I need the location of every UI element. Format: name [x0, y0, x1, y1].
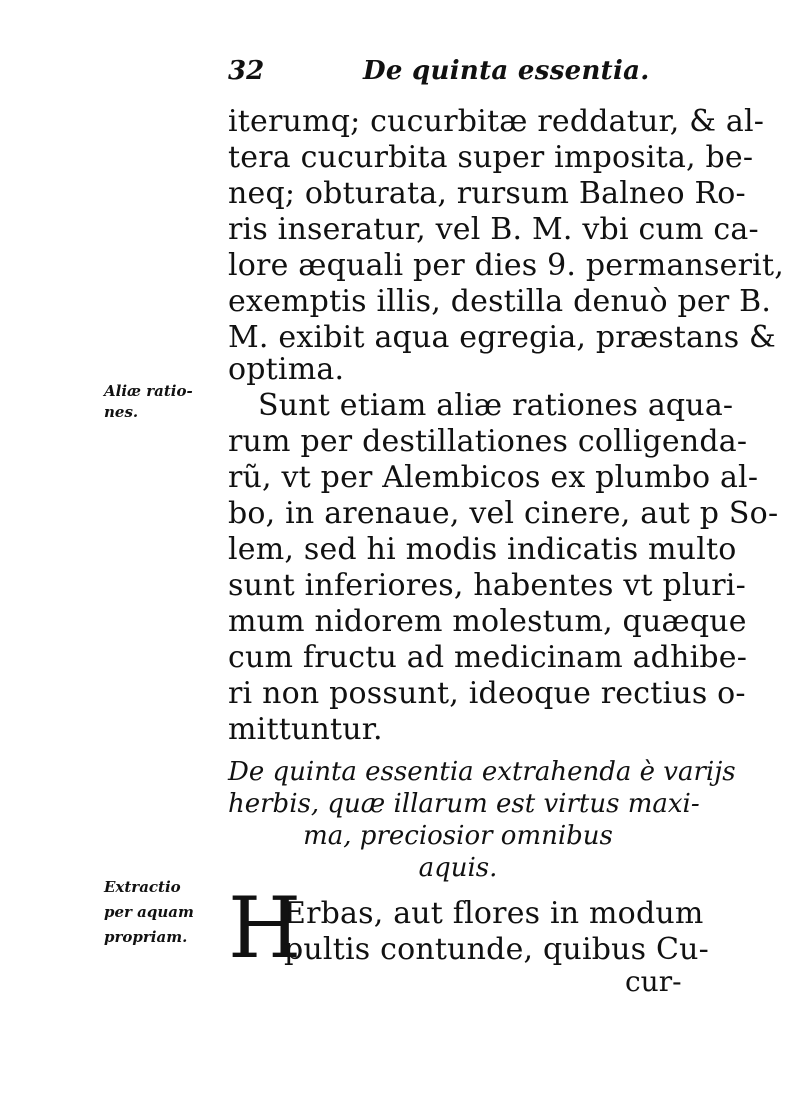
text-line: lem, sed hi modis indicatis multo: [228, 532, 737, 567]
heading-line: De quinta essentia extrahenda è varijs: [228, 757, 736, 787]
margin-note-line: Aliæ ratio-: [104, 382, 193, 400]
text-line: neq; obturata, rursum Balneo Ro-: [228, 176, 746, 211]
text-line: iterumq; cucurbitæ reddatur, & al-: [228, 104, 765, 139]
text-line: rum per destillationes colligenda-: [228, 424, 748, 459]
text-line: Sunt etiam aliæ rationes aqua-: [258, 388, 734, 423]
drop-cap: H: [228, 879, 302, 977]
heading-line: aquis.: [418, 853, 498, 883]
text-line: exemptis illis, destilla denuò per B.: [228, 284, 772, 319]
margin-note-line: per aquam: [104, 903, 194, 921]
page-number: 32: [228, 56, 265, 86]
text-line: pultis contunde, quibus Cu-: [284, 932, 710, 967]
text-line: mittuntur.: [228, 712, 383, 747]
text-line: cum fructu ad medicinam adhibe-: [228, 640, 748, 675]
heading-line: herbis, quæ illarum est virtus maxi-: [228, 789, 700, 819]
heading-line: ma, preciosior omnibus: [303, 821, 613, 851]
margin-note-line: Extractio: [104, 878, 181, 896]
page-header: [228, 52, 688, 92]
catch-word: cur-: [625, 965, 682, 998]
running-head: De quinta essentia.: [363, 56, 650, 86]
text-line: tera cucurbita super imposita, be-: [228, 140, 754, 175]
margin-note-line: propriam.: [104, 928, 188, 946]
text-line: lore æquali per dies 9. permanserit,: [228, 248, 784, 283]
text-line: mum nidorem molestum, quæque: [228, 604, 747, 639]
text-line: ris inseratur, vel B. M. vbi cum ca-: [228, 212, 759, 247]
text-line: Erbas, aut flores in modum: [284, 896, 704, 931]
text-line: sunt inferiores, habentes vt pluri-: [228, 568, 746, 603]
text-line: bo, in arenaue, vel cinere, aut p So-: [228, 496, 779, 531]
margin-note-line: nes.: [104, 403, 139, 421]
text-line: M. exibit aqua egregia, præstans &: [228, 320, 776, 355]
text-line: rũ, vt per Alembicos ex plumbo al-: [228, 460, 759, 495]
text-line: optima.: [228, 352, 345, 387]
text-line: ri non possunt, ideoque rectius o-: [228, 676, 746, 711]
